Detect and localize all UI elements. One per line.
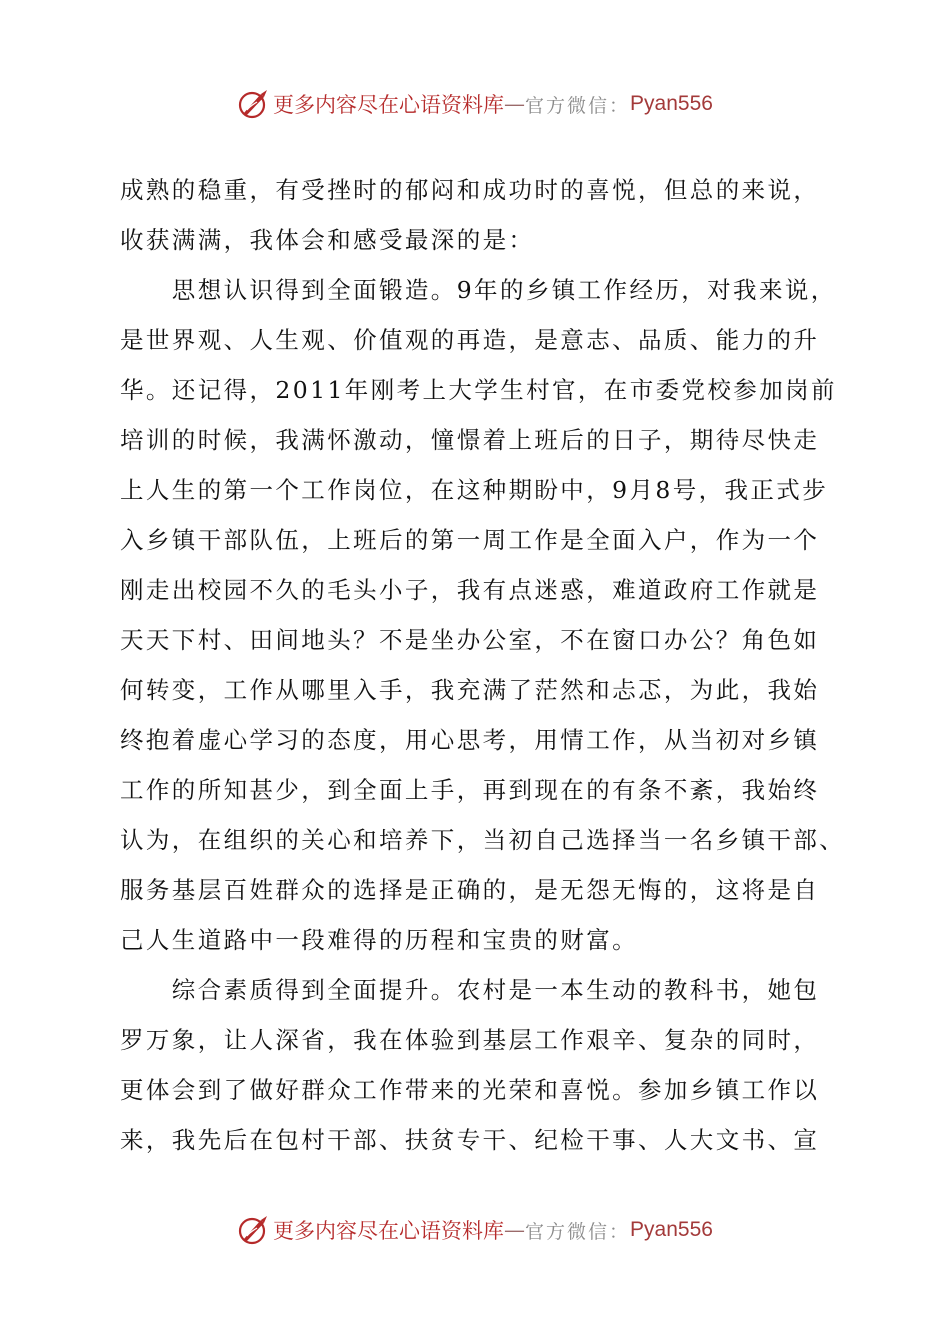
text-line: 入乡镇干部队伍，上班后的第一周工作是全面入户，作为一个	[120, 526, 820, 554]
text-line: 终抱着虚心学习的态度，用心思考，用情工作，从当初对乡镇	[120, 726, 820, 754]
text-line: 服务基层百姓群众的选择是正确的，是无怨无悔的，这将是自	[120, 876, 820, 904]
text-line: 上人生的第一个工作岗位，在这种期盼中，9月8号，我正式步	[120, 476, 829, 504]
text-line: 罗万象，让人深省，我在体验到基层工作艰辛、复杂的同时，	[120, 1026, 820, 1054]
quill-pen-logo-icon	[237, 1214, 269, 1246]
text-line: 己人生道路中一段难得的历程和宝贵的财富。	[120, 926, 638, 954]
text-line: 天天下村、田间地头？不是坐办公室，不在窗口办公？角色如	[120, 626, 820, 654]
text-line: 更体会到了做好群众工作带来的光荣和喜悦。参加乡镇工作以	[120, 1076, 820, 1104]
text-line: 是世界观、人生观、价值观的再造，是意志、品质、能力的升	[120, 326, 820, 354]
footer-wechat-label: 官方微信：	[525, 1220, 631, 1243]
text-line: 工作的所知甚少，到全面上手，再到现在的有条不紊，我始终	[120, 776, 820, 804]
footer-banner	[0, 1210, 950, 1250]
text-line: 刚走出校园不久的毛头小子，我有点迷惑，难道政府工作就是	[120, 576, 820, 604]
text-line: 华。还记得，2011年刚考上大学生村官，在市委党校参加岗前	[120, 376, 837, 404]
footer-brand-text: 更多内容尽在心语资料库	[273, 1219, 505, 1243]
footer-separator: —	[504, 1218, 526, 1242]
header-brand-text: 更多内容尽在心语资料库	[273, 93, 505, 117]
text-line: 来，我先后在包村干部、扶贫专干、纪检干事、人大文书、宣	[120, 1126, 820, 1154]
text-line: 认为，在组织的关心和培养下，当初自己选择当一名乡镇干部、	[120, 826, 846, 854]
paragraph-heading-line: 思想认识得到全面锻造。9年的乡镇工作经历，对我来说，	[120, 276, 837, 304]
text-line: 培训的时候，我满怀激动，憧憬着上班后的日子，期待尽快走	[120, 426, 820, 454]
header-separator: —	[504, 92, 526, 116]
text-line: 收获满满，我体会和感受最深的是：	[120, 226, 535, 254]
document-body	[120, 165, 846, 1165]
footer-wechat-handle: Pyan556	[630, 1218, 713, 1241]
quill-pen-logo-icon	[237, 88, 269, 120]
text-line: 何转变，工作从哪里入手，我充满了茫然和忐忑，为此，我始	[120, 676, 820, 704]
header-banner	[0, 84, 950, 124]
text-line: 成熟的稳重，有受挫时的郁闷和成功时的喜悦，但总的来说，	[120, 176, 820, 204]
header-wechat-handle: Pyan556	[630, 92, 713, 115]
paragraph-heading-line: 综合素质得到全面提升。农村是一本生动的教科书，她包	[120, 976, 820, 1004]
header-wechat-label: 官方微信：	[525, 94, 631, 117]
